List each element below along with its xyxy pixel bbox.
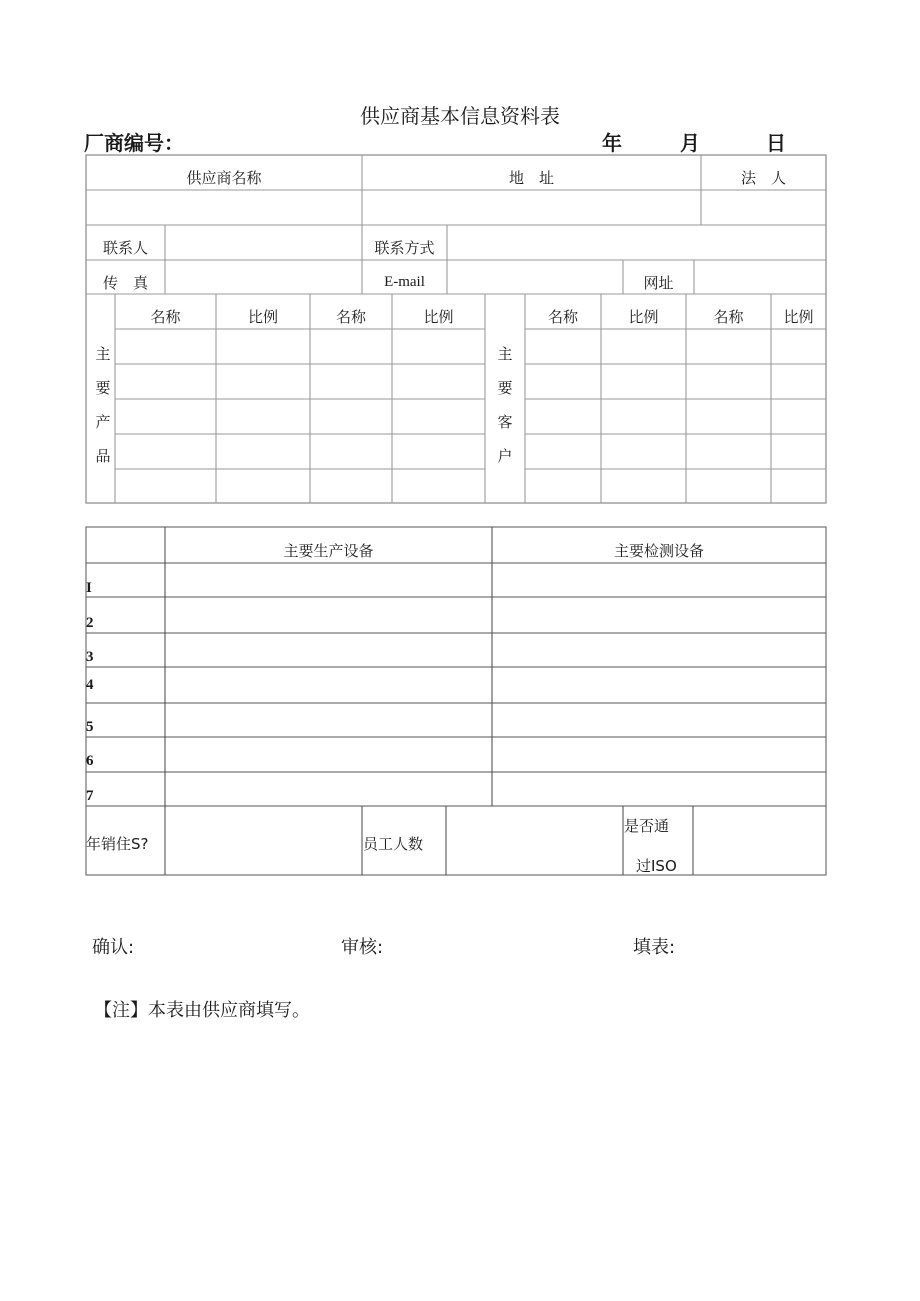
date-year-label: 年 (602, 131, 622, 155)
main-products-char-1: 主 (95, 345, 111, 363)
review-label: 审核: (341, 937, 384, 958)
supplier-code-label: 厂商编号： (84, 131, 184, 155)
supplier-name-header: 供应商名称 (186, 169, 262, 187)
main-customers-char-4: 户 (497, 447, 513, 465)
legal-person-header: 法 人 (740, 169, 786, 187)
iso-certified-label-line1: 是否通 (624, 817, 670, 835)
employee-count-label: 员工人数 (363, 835, 424, 853)
row-number-2: 2 (86, 615, 94, 631)
contact-method-label: 联系方式 (374, 239, 435, 257)
product-name-col-2: 名称 (335, 308, 366, 326)
annual-sales-label: 年销住S? (86, 835, 149, 853)
confirm-label: 确认: (92, 937, 135, 958)
email-label: E-mail (384, 273, 425, 290)
main-products-char-4: 品 (95, 447, 111, 465)
production-equipment-header: 主要生产设备 (283, 542, 374, 560)
row-number-3: 3 (86, 649, 94, 665)
product-name-col-1: 名称 (150, 308, 181, 326)
row-number-7: 7 (86, 788, 94, 804)
main-products-char-2: 要 (95, 379, 111, 397)
customer-name-col-1: 名称 (547, 308, 578, 326)
row-number-6: 6 (86, 753, 94, 769)
fax-label: 传 真 (102, 273, 148, 292)
date-month-label: 月 (680, 131, 700, 155)
row-number-4: 4 (86, 677, 94, 693)
address-header: 地 址 (508, 169, 554, 187)
main-customers-char-1: 主 (497, 345, 513, 363)
date-day-label: 日 (766, 131, 786, 155)
contact-person-label: 联系人 (102, 239, 148, 257)
row-number-1: I (86, 580, 92, 596)
form-title: 供应商基本信息资料表 (360, 104, 560, 128)
fill-in-label: 填表: (633, 937, 676, 958)
main-products-char-3: 产 (95, 413, 111, 431)
note-text: 【注】本表由供应商填写。 (94, 1000, 310, 1021)
row-number-5: 5 (86, 719, 94, 735)
customer-name-col-2: 名称 (713, 308, 744, 326)
customer-ratio-col-1: 比例 (628, 308, 659, 326)
product-ratio-col-2: 比例 (423, 308, 454, 326)
main-customers-char-2: 要 (497, 379, 513, 397)
customer-ratio-col-2: 比例 (783, 308, 814, 326)
main-customers-char-3: 客 (497, 413, 513, 431)
product-ratio-col-1: 比例 (247, 308, 278, 326)
iso-certified-label-line2: 过ISO (636, 857, 677, 875)
inspection-equipment-header: 主要检测设备 (613, 542, 704, 560)
website-label: 网址 (643, 273, 674, 292)
